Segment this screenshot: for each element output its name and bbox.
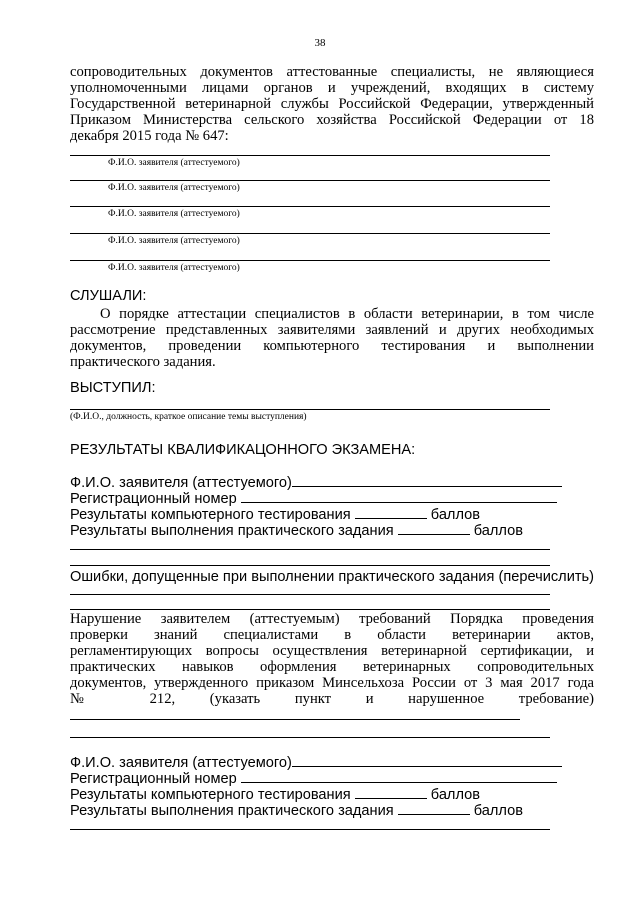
reg-field[interactable] [241,490,557,503]
violation-line: регламентирующих вопросы осуществления ветеринарной сертификации, и [70,643,594,659]
results-heading: РЕЗУЛЬТАТЫ КВАЛИФИКАЦОННОГО ЭКЗАМЕНА: [70,442,416,458]
applicant-line[interactable] [70,155,550,156]
reg-field[interactable] [241,770,557,783]
practice-row [70,802,523,819]
fio-field[interactable] [292,754,562,767]
points-label: баллов [473,803,523,819]
errors-line [70,569,594,585]
reg-label: Регистрационный номер [70,491,237,507]
blank-line[interactable] [70,565,550,566]
applicant-caption: Ф.И.О. заявителя (аттестуемого) [108,158,240,168]
practice-field[interactable] [398,802,470,815]
reg-label: Регистрационный номер [70,771,237,787]
test-row [70,506,480,523]
intro-line: сопроводительных документов аттестованные специалисты, не являющиеся [70,64,594,80]
intro-line: декабря 2015 года № 647: [70,128,229,144]
test-label: Результаты компьютерного тестирования [70,787,351,803]
violation-line: документов, утвержденного приказом Минсельхоза России от 3 мая 2017 года [70,675,594,691]
violation-line: Нарушение заявителем (аттестуемым) требований Порядка проведения [70,611,594,627]
blank-line[interactable] [70,594,550,595]
errors-text: Ошибки, допущенные при выполнении практического задания (перечислить) [70,569,594,585]
spoke-caption: (Ф.И.О., должность, краткое описание темы выступления) [70,412,307,422]
reg-row [70,770,557,787]
fio-row [70,754,562,771]
applicant-line[interactable] [70,233,550,234]
points-label: баллов [430,787,481,803]
applicant-caption: Ф.И.О. заявителя (аттестуемого) [108,209,240,219]
listened-heading: СЛУШАЛИ: [70,288,147,304]
intro-paragraph [70,64,594,144]
listened-paragraph [70,306,594,370]
applicant-line[interactable] [70,260,550,261]
intro-line: Приказом Министерства сельского хозяйства Российской Федерации от 18 [70,112,594,128]
blank-line[interactable] [70,719,520,720]
reg-row [70,490,557,507]
applicant-caption: Ф.И.О. заявителя (аттестуемого) [108,236,240,246]
practice-field[interactable] [398,522,470,535]
applicant-line[interactable] [70,180,550,181]
test-field[interactable] [355,786,427,799]
points-label: баллов [430,507,481,523]
test-row [70,786,480,803]
blank-line[interactable] [70,737,550,738]
listened-line: документов, проведении компьютерного тестирования и выполнении [70,338,594,354]
spoke-heading: ВЫСТУПИЛ: [70,380,156,396]
intro-line: Государственной ветеринарной службы Российской Федерации, утвержденный [70,96,594,112]
fio-field[interactable] [292,474,562,487]
violation-paragraph [70,611,594,707]
blank-line[interactable] [70,549,550,550]
applicant-caption: Ф.И.О. заявителя (аттестуемого) [108,183,240,193]
listened-line: практического задания. [70,354,216,370]
page-number: 38 [314,37,326,49]
points-label: баллов [473,523,523,539]
test-label: Результаты компьютерного тестирования [70,507,351,523]
practice-row [70,522,523,539]
applicant-caption: Ф.И.О. заявителя (аттестуемого) [108,263,240,273]
blank-line[interactable] [70,829,550,830]
fio-label: Ф.И.О. заявителя (аттестуемого) [70,755,292,771]
practice-label: Результаты выполнения практического задания [70,523,394,539]
test-field[interactable] [355,506,427,519]
intro-line: уполномоченными лицами органов и учреждений, входящих в систему [70,80,594,96]
listened-line: рассмотрение представленных заявителями заявлений и других необходимых [70,322,594,338]
violation-line: практических навыков оформления ветеринарных сопроводительных [70,659,594,675]
fio-label: Ф.И.О. заявителя (аттестуемого) [70,475,292,491]
violation-line: проверки знаний специалистами в области ветеринарии актов, [70,627,594,643]
spoke-line[interactable] [70,409,550,410]
listened-line: О порядке аттестации специалистов в области ветеринарии, в том числе [100,306,594,322]
fio-row [70,474,562,491]
blank-line[interactable] [70,609,550,610]
violation-line: № 212, (указать пункт и нарушенное требование) [70,691,594,707]
applicant-line[interactable] [70,206,550,207]
practice-label: Результаты выполнения практического задания [70,803,394,819]
